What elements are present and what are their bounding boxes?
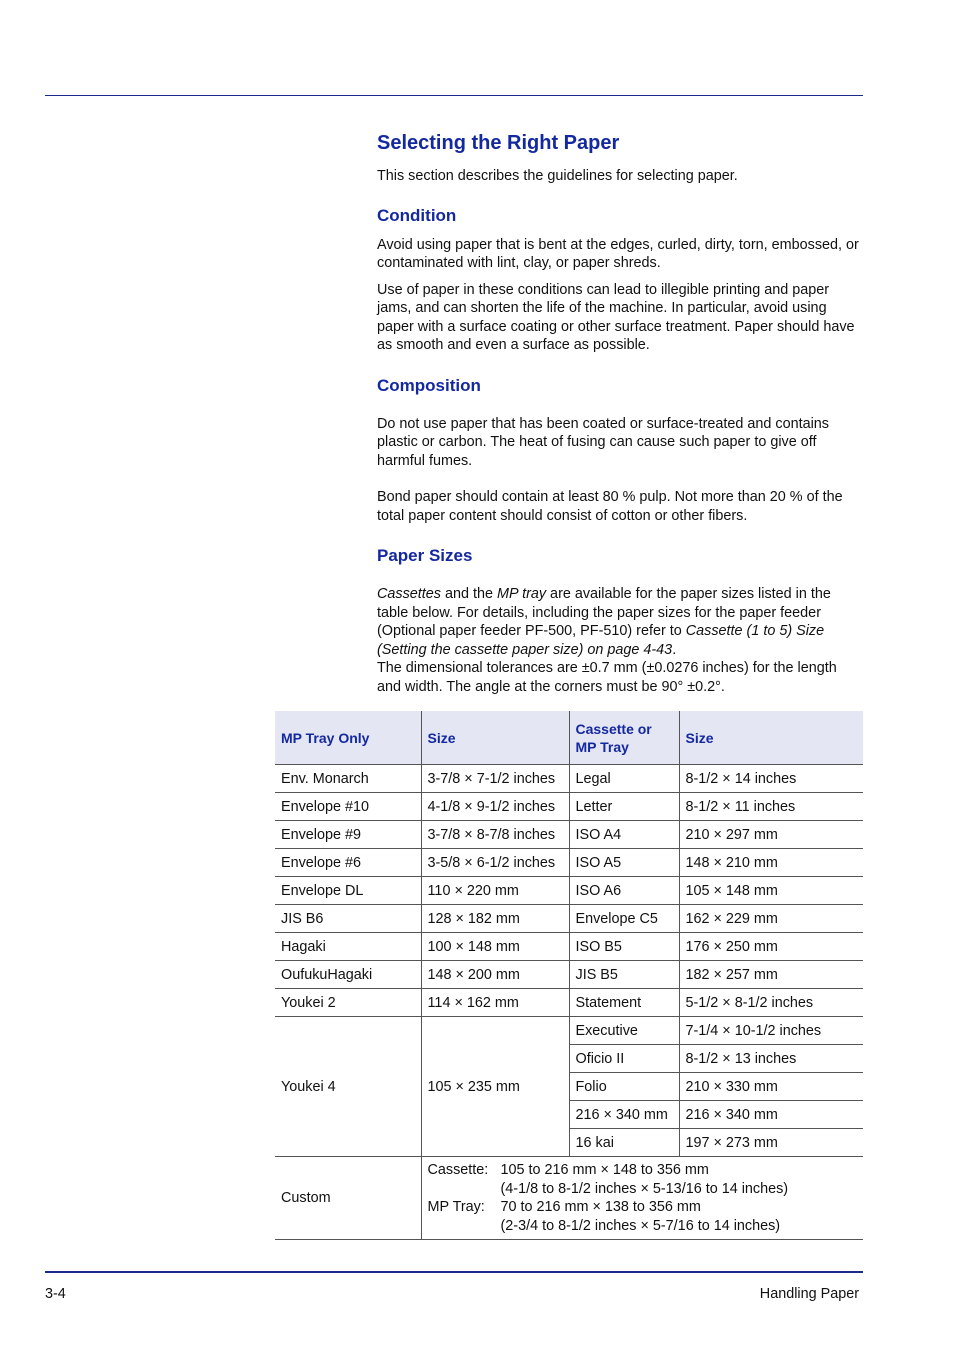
table-cell: Env. Monarch <box>275 765 421 793</box>
paper-sizes-heading: Paper Sizes <box>377 546 473 565</box>
table-cell: Custom <box>275 1157 421 1240</box>
table-row <box>275 933 863 961</box>
column-header: Size <box>679 712 863 765</box>
footer-rule <box>45 1271 863 1273</box>
table-cell: 8-1/2 × 13 inches <box>679 1045 863 1073</box>
table-cell: 4-1/8 × 9-1/2 inches <box>421 793 569 821</box>
table-cell: Youkei 2 <box>275 989 421 1017</box>
table-row <box>275 765 863 793</box>
cassette-range-metric: 105 to 216 mm × 148 to 356 mm <box>500 1162 709 1178</box>
table-cell: 8-1/2 × 11 inches <box>679 793 863 821</box>
condition-heading: Condition <box>377 205 457 225</box>
intro-text: This section describes the guidelines for selecting paper. <box>377 168 738 184</box>
table-cell: 197 × 273 mm <box>679 1129 863 1157</box>
table-cell: Oficio II <box>569 1045 679 1073</box>
table-cell: 162 × 229 mm <box>679 905 863 933</box>
table-cell: 210 × 297 mm <box>679 821 863 849</box>
main-content <box>377 130 863 696</box>
table-cell: 110 × 220 mm <box>421 877 569 905</box>
table-row <box>275 961 863 989</box>
header-rule <box>45 95 863 96</box>
table-cell: Envelope #10 <box>275 793 421 821</box>
composition-heading: Composition <box>377 375 481 395</box>
mp-tray-term: MP tray <box>497 586 547 602</box>
table-row <box>275 849 863 877</box>
tolerance-paragraph: The dimensional tolerances are ±0.7 mm (±0.0276 inches) for the length and width. The angle at the corners must be 90° ±0.2°. <box>377 660 837 695</box>
table-cell: Envelope #9 <box>275 821 421 849</box>
table-cell: 105 × 148 mm <box>679 877 863 905</box>
table-cell: 105 × 235 mm <box>421 1017 569 1157</box>
composition-paragraph-1: Do not use paper that has been coated or surface-treated and contains plastic or carbon. The heat of fusing can cause such paper to give off harmful fumes. <box>377 415 830 469</box>
table-cell: 182 × 257 mm <box>679 961 863 989</box>
page-title: Selecting the Right Paper <box>377 132 620 154</box>
table-cell: Statement <box>569 989 679 1017</box>
table-cell: 100 × 148 mm <box>421 933 569 961</box>
column-header: MP Tray Only <box>275 712 421 765</box>
table-cell: 5-1/2 × 8-1/2 inches <box>679 989 863 1017</box>
cassette-range-inches: (4-1/8 to 8-1/2 inches × 5-13/16 to 14 inches) <box>500 1180 789 1197</box>
table-cell: 216 × 340 mm <box>679 1101 863 1129</box>
table-cell: Youkei 4 <box>275 1017 421 1157</box>
page-number: 3-4 <box>45 1286 66 1302</box>
table-cell: JIS B5 <box>569 961 679 989</box>
table-cell: 216 × 340 mm <box>569 1101 679 1129</box>
mp-tray-range-metric: 70 to 216 mm × 138 to 356 mm <box>500 1199 701 1215</box>
table-cell: Envelope DL <box>275 877 421 905</box>
table-cell: Envelope #6 <box>275 849 421 877</box>
table-row <box>275 793 863 821</box>
table-cell: Hagaki <box>275 933 421 961</box>
table-cell: 176 × 250 mm <box>679 933 863 961</box>
table-cell: ISO B5 <box>569 933 679 961</box>
custom-size-ranges <box>428 1161 858 1235</box>
mp-tray-label: MP Tray: <box>427 1199 485 1215</box>
paper-sizes-table <box>275 711 863 1240</box>
table-cell: Legal <box>569 765 679 793</box>
table-cell: Envelope C5 <box>569 905 679 933</box>
cassettes-term: Cassettes <box>377 586 441 602</box>
table-body <box>275 765 863 1240</box>
table-cell: 148 × 210 mm <box>679 849 863 877</box>
table-cell: ISO A6 <box>569 877 679 905</box>
table-cell: OufukuHagaki <box>275 961 421 989</box>
condition-paragraph-2: Use of paper in these conditions can lead to illegible printing and paper jams, and can shorten the life of the machine. In particular, avoid using paper with a surface coating or other surface treatment. Paper should have as smooth and even a surface as possible. <box>377 281 855 353</box>
table-row <box>275 821 863 849</box>
column-header: Cassette or MP Tray <box>569 712 679 765</box>
table-cell: 8-1/2 × 14 inches <box>679 765 863 793</box>
column-header: Size <box>421 712 569 765</box>
custom-size-cell <box>421 1157 863 1240</box>
paper-sizes-paragraph: Cassettes and the MP tray are available for the paper sizes listed in the table below. For details, including the paper sizes for the paper feeder (Optional paper feeder PF-500, PF-510) refer to Cassette (1 to 5) Size (Setting the cassette paper size) on page 4-43. <box>377 586 831 658</box>
table-cell: 16 kai <box>569 1129 679 1157</box>
table-row <box>275 1017 863 1045</box>
table-header-row <box>275 712 863 765</box>
table-row <box>275 877 863 905</box>
table-cell: ISO A5 <box>569 849 679 877</box>
table-cell: 3-7/8 × 7-1/2 inches <box>421 765 569 793</box>
mp-tray-range-inches: (2-3/4 to 8-1/2 inches × 5-7/16 to 14 inches) <box>500 1217 781 1234</box>
table-row <box>275 905 863 933</box>
condition-paragraph-1: Avoid using paper that is bent at the edges, curled, dirty, torn, embossed, or contaminated with lint, clay, or paper shreds. <box>377 236 859 271</box>
table-cell: 3-7/8 × 8-7/8 inches <box>421 821 569 849</box>
footer-section-title: Handling Paper <box>759 1286 859 1302</box>
composition-paragraph-2: Bond paper should contain at least 80 % pulp. Not more than 20 % of the total paper content should consist of cotton or other fibers. <box>377 489 843 524</box>
table-cell: 114 × 162 mm <box>421 989 569 1017</box>
table-row <box>275 989 863 1017</box>
table-cell: 7-1/4 × 10-1/2 inches <box>679 1017 863 1045</box>
table-cell: JIS B6 <box>275 905 421 933</box>
cassette-label: Cassette: <box>427 1162 489 1178</box>
table-cell: 128 × 182 mm <box>421 905 569 933</box>
table-cell: 3-5/8 × 6-1/2 inches <box>421 849 569 877</box>
table-cell: ISO A4 <box>569 821 679 849</box>
table-cell: 210 × 330 mm <box>679 1073 863 1101</box>
table-cell: Folio <box>569 1073 679 1101</box>
table-row-custom <box>275 1157 863 1240</box>
table-cell: Letter <box>569 793 679 821</box>
table-cell: Executive <box>569 1017 679 1045</box>
cross-reference-link[interactable]: Cassette (1 to 5) Size (Setting the cassette paper size) on page 4-43 <box>377 623 825 658</box>
table-cell: 148 × 200 mm <box>421 961 569 989</box>
